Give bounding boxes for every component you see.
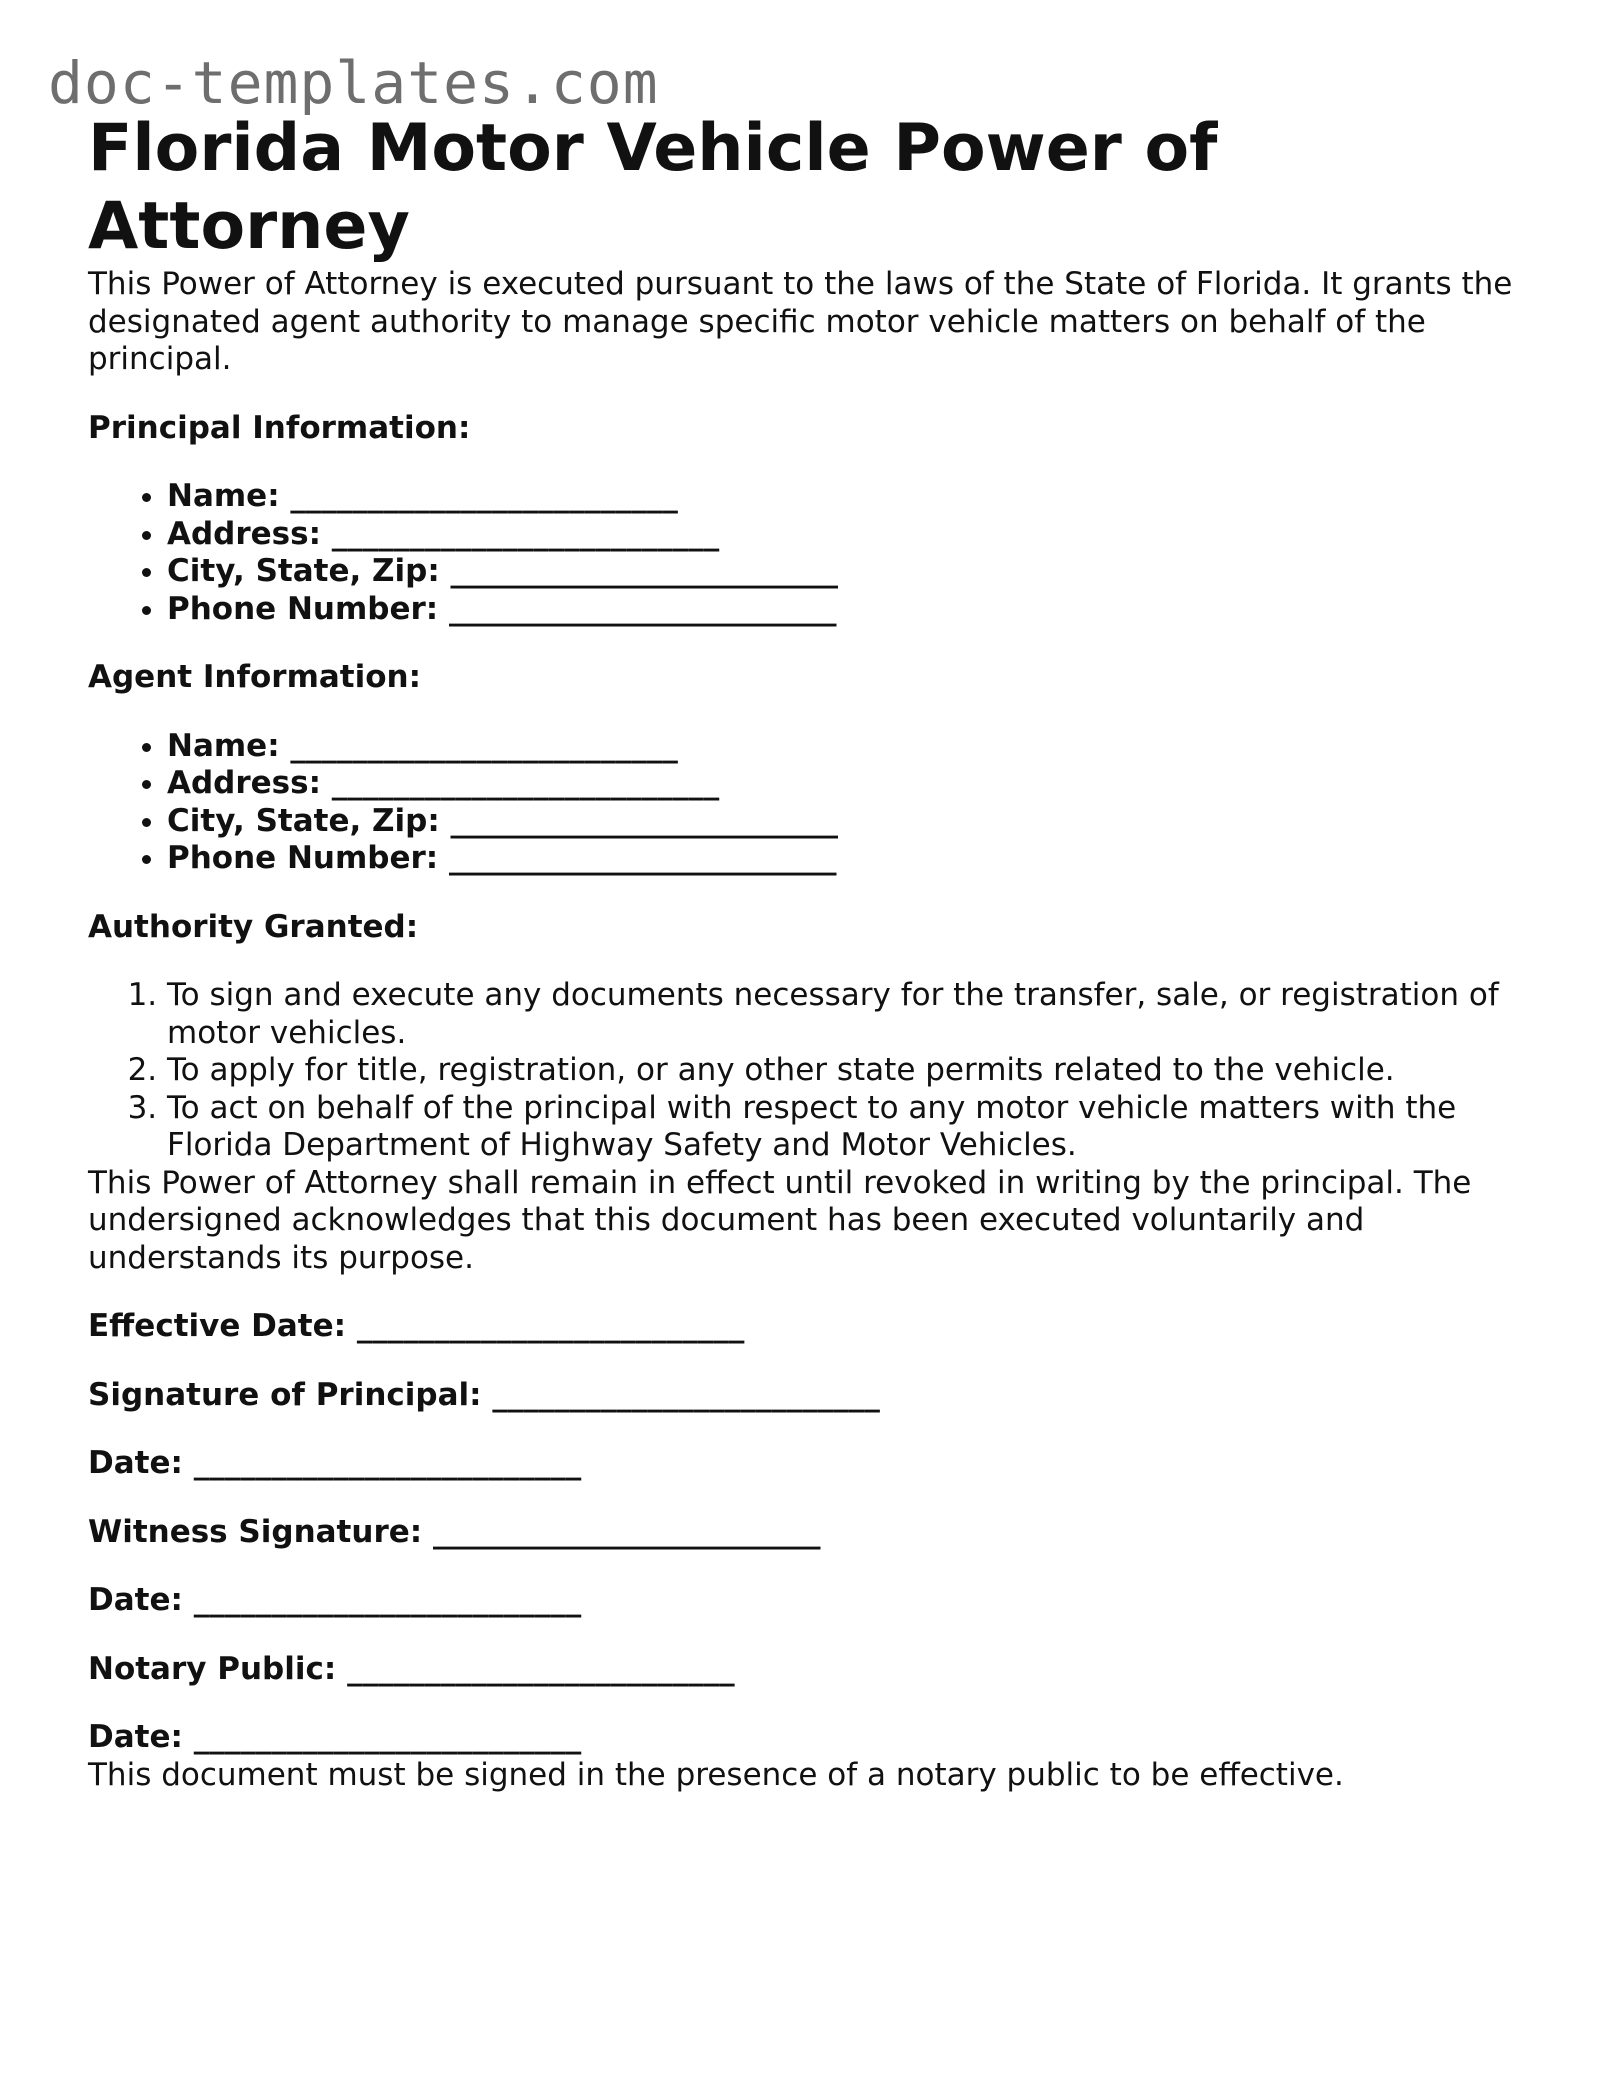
line-label: Effective Date:	[88, 1308, 347, 1344]
field-blank: _________________________	[331, 765, 720, 801]
principal-city-state-zip-field	[167, 553, 1528, 591]
line-blank: _________________________	[347, 1650, 735, 1687]
principal-phone-field	[167, 591, 1528, 629]
line-label: Signature of Principal:	[88, 1376, 482, 1413]
line-blank: _________________________	[432, 1513, 821, 1550]
field-blank: _________________________	[290, 478, 678, 514]
authority-item: 2. To apply for title, registration, or any other state permits related to the vehicle.	[167, 1052, 1528, 1090]
authority-list	[88, 977, 1528, 1165]
field-label: Name:	[167, 478, 280, 514]
agent-fields-list	[88, 728, 1528, 878]
effective-date-line	[88, 1308, 1528, 1346]
field-label: City, State, Zip:	[167, 802, 440, 839]
document-page	[88, 110, 1528, 1794]
agent-information-heading: Agent Information:	[88, 659, 421, 695]
principal-name-field	[167, 478, 1528, 516]
principal-date-line	[88, 1445, 1528, 1483]
closing-paragraph: This Power of Attorney shall remain in effect until revoked in writing by the principal. The undersigned acknowledges that this document has been executed voluntarily and understands its purpose.	[88, 1164, 1472, 1276]
field-label: City, State, Zip:	[167, 553, 440, 589]
agent-phone-field	[167, 840, 1528, 878]
principal-information-heading: Principal Information:	[88, 409, 471, 446]
line-blank: _________________________	[193, 1582, 582, 1618]
line-blank: _________________________	[492, 1376, 880, 1413]
field-blank: _________________________	[449, 590, 837, 627]
line-blank: _________________________	[193, 1445, 582, 1481]
intro-paragraph: This Power of Attorney is executed pursuant to the laws of the State of Florida. It grants the designated agent authority to manage specific motor vehicle matters on behalf of the principal.	[88, 266, 1513, 377]
witness-signature-line	[88, 1514, 1528, 1552]
field-blank: _________________________	[290, 727, 678, 764]
notary-date-line	[88, 1719, 1528, 1757]
field-label: Name:	[167, 727, 280, 764]
notary-public-line	[88, 1651, 1528, 1689]
line-label: Witness Signature:	[88, 1513, 423, 1550]
document-title: Florida Motor Vehicle Power of Attorney	[88, 111, 1218, 264]
authority-item: 3. To act on behalf of the principal with respect to any motor vehicle matters with the Florida Department of Highway Safety and Motor Vehicles.	[167, 1090, 1528, 1165]
line-label: Date:	[88, 1719, 183, 1755]
field-blank: _________________________	[449, 840, 837, 876]
field-blank: _________________________	[450, 553, 839, 589]
line-label: Date:	[88, 1582, 183, 1618]
field-blank: _________________________	[331, 515, 720, 552]
field-label: Address:	[167, 515, 321, 552]
authority-granted-heading: Authority Granted:	[88, 908, 419, 945]
witness-date-line	[88, 1582, 1528, 1620]
watermark: doc-templates.com	[48, 49, 659, 117]
field-label: Phone Number:	[167, 590, 439, 627]
line-label: Date:	[88, 1445, 183, 1481]
line-blank: _________________________	[193, 1719, 582, 1755]
principal-fields-list	[88, 478, 1528, 628]
field-blank: _________________________	[450, 802, 839, 839]
principal-signature-line	[88, 1377, 1528, 1415]
agent-address-field	[167, 765, 1528, 803]
principal-address-field	[167, 516, 1528, 554]
authority-item: 1. To sign and execute any documents necessary for the transfer, sale, or registration of motor vehicles.	[167, 977, 1528, 1052]
notary-requirement-note: This document must be signed in the presence of a notary public to be effective.	[88, 1756, 1344, 1793]
field-label: Phone Number:	[167, 840, 439, 876]
line-blank: _________________________	[356, 1308, 745, 1344]
line-label: Notary Public:	[88, 1650, 337, 1687]
field-label: Address:	[167, 765, 321, 801]
agent-name-field	[167, 728, 1528, 766]
agent-city-state-zip-field	[167, 803, 1528, 841]
